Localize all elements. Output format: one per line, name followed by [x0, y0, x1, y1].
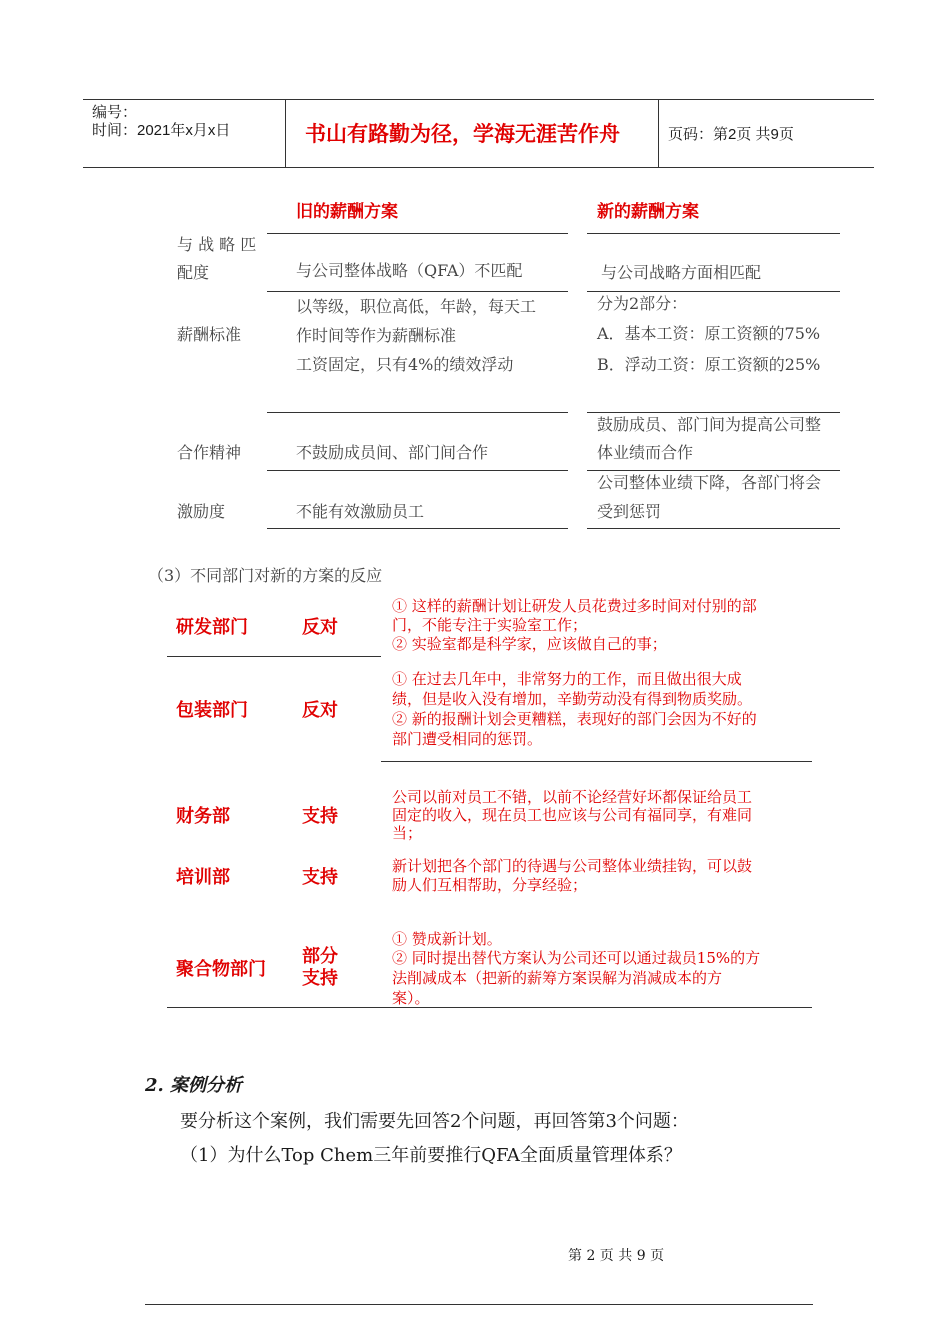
old-salary-line1: 以等级，职位高低，年龄，每天工	[296, 297, 537, 316]
row-label-cooperation: 合作精神	[177, 443, 242, 462]
new-salary-line3: B．浮动工资：原工资额的25%	[597, 355, 821, 374]
dept-packaging: 包装部门	[176, 700, 248, 721]
doc-time-label: 时间：2021年x月x日	[92, 122, 231, 139]
reason-training-2: 励人们互相帮助，分享经验；	[392, 876, 588, 894]
row-label-strategy-1: 与 战 略 匹	[177, 235, 257, 254]
new-cooperation-line2: 体业绩而合作	[597, 443, 694, 462]
new-motivation-line2: 受到惩罚	[597, 502, 662, 521]
analysis-para1: 要分析这个案例，我们需要先回答2个问题，再回答第3个问题：	[180, 1111, 689, 1132]
stance-packaging: 反对	[302, 700, 338, 721]
analysis-question1: （1）为什么Top Chem三年前要推行QFA全面质量管理体系？	[180, 1145, 682, 1166]
reason-finance-3: 当；	[392, 824, 423, 842]
reason-polymer-3: 法削减成本（把新的薪筹方案误解为消减成本的方	[392, 969, 723, 987]
reason-polymer-1: ① 赞成新计划。	[392, 930, 502, 948]
row-label-motivation: 激励度	[177, 502, 226, 521]
reason-rd-3: ② 实验室都是科学家，应该做自己的事；	[392, 635, 667, 653]
reason-finance-1: 公司以前对员工不错，以前不论经营好坏都保证给员工	[392, 788, 753, 806]
old-salary-line3: 工资固定，只有4%的绩效浮动	[296, 355, 514, 374]
stance-training: 支持	[302, 867, 338, 888]
stance-finance: 支持	[302, 806, 338, 827]
reason-packaging-3: ② 新的报酬计划会更糟糕，表现好的部门会因为不好的	[392, 710, 757, 728]
page-code: 页码：第2页 共9页	[668, 126, 794, 143]
dept-rd: 研发部门	[176, 617, 248, 638]
col-new-heading: 新的薪酬方案	[597, 202, 699, 222]
doc-number-label: 编号：	[92, 104, 138, 121]
reason-packaging-4: 部门遭受相同的惩罚。	[392, 730, 543, 748]
col-old-heading: 旧的薪酬方案	[296, 202, 398, 222]
reason-finance-2: 固定的收入，现在员工也应该与公司有福同享，有难同	[392, 806, 753, 824]
footer-rule	[145, 1304, 813, 1305]
dept-polymer: 聚合物部门	[176, 959, 266, 980]
old-strategy: 与公司整体战略（QFA）不匹配	[296, 261, 523, 280]
old-cooperation: 不鼓励成员间、部门间合作	[296, 443, 489, 462]
header-motto: 书山有路勤为径，学海无涯苦作舟	[305, 121, 620, 146]
row-label-strategy-2: 配度	[177, 263, 210, 282]
reason-training-1: 新计划把各个部门的待遇与公司整体业绩挂钩，可以鼓	[392, 857, 753, 875]
stance-polymer-1: 部分	[302, 946, 338, 967]
dept-training: 培训部	[176, 867, 230, 888]
reason-polymer-2: ② 同时提出替代方案认为公司还可以通过裁员15%的方	[392, 949, 761, 967]
new-salary-line1: 分为2部分：	[597, 294, 688, 313]
reason-rd-1: ① 这样的薪酬计划让研发人员花费过多时间对付别的部	[392, 597, 757, 615]
new-salary-line2: A．基本工资：原工资额的75%	[597, 324, 821, 343]
old-salary-line2: 作时间等作为薪酬标准	[296, 326, 457, 345]
new-motivation-line1: 公司整体业绩下降，各部门将会	[597, 473, 822, 492]
analysis-heading: 2. 案例分析	[145, 1075, 243, 1096]
dept-finance: 财务部	[176, 806, 230, 827]
new-strategy: 与公司战略方面相匹配	[601, 263, 762, 282]
stance-rd: 反对	[302, 617, 338, 638]
stance-polymer-2: 支持	[302, 968, 338, 989]
reason-packaging-2: 绩，但是收入没有增加，辛勤劳动没有得到物质奖励。	[392, 690, 753, 708]
reason-packaging-1: ① 在过去几年中，非常努力的工作，而且做出很大成	[392, 670, 742, 688]
footer-page-number: 第 2 页 共 9 页	[568, 1248, 665, 1264]
row-label-salary: 薪酬标准	[177, 325, 242, 344]
old-motivation: 不能有效激励员工	[296, 502, 425, 521]
reason-rd-2: 门，不能专注于实验室工作；	[392, 616, 588, 634]
new-cooperation-line1: 鼓励成员、部门间为提高公司整	[597, 415, 822, 434]
section3-title: （3）不同部门对新的方案的反应	[148, 566, 383, 585]
reason-polymer-4: 案）。	[392, 989, 430, 1007]
